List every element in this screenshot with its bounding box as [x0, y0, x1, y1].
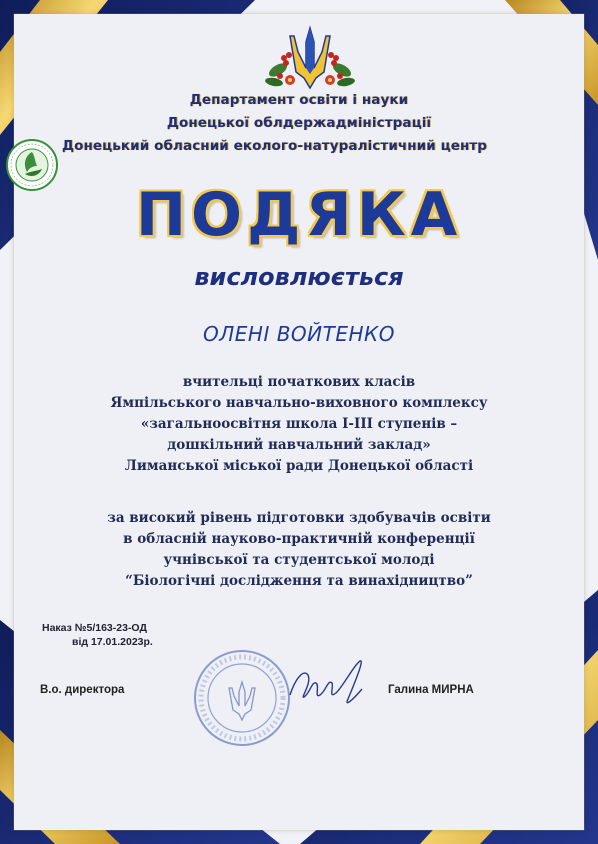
- reason-line: учнівської та студентської молоді: [163, 552, 435, 568]
- position-line: дошкільний навчальний заклад»: [167, 437, 431, 453]
- department-line-1: Департамент освіти і науки: [189, 92, 409, 108]
- recipient-name: ОЛЕНІ ВОЙТЕНКО: [203, 322, 395, 346]
- official-stamp-icon: [192, 648, 292, 748]
- position-text: [0, 372, 598, 477]
- position-line: Лиманської міської ради Донецької області: [124, 458, 474, 474]
- reason-line: в обласній науково-практичній конференції: [123, 531, 475, 547]
- position-line: Ямпільського навчально-виховного комплексу: [110, 395, 488, 411]
- department-line-2: Донецької облдержадміністрації: [166, 115, 432, 131]
- signature-scribble-icon: [282, 655, 372, 711]
- reason-line: “Біологічні дослідження та винахідництво”: [125, 573, 473, 589]
- position-line: вчительці початкових класів: [182, 374, 416, 390]
- order-number: Наказ №5/163-23-ОД: [42, 622, 147, 634]
- signatory-role: В.о. директора: [40, 684, 125, 696]
- department-line-3: Донецький обласний еколого-натуралістичний центр: [62, 138, 488, 154]
- trident-emblem-icon: [260, 22, 360, 98]
- position-line: «загальноосвітня школа І-ІІІ ступенів –: [140, 416, 458, 432]
- reason-line: за високий рівень підготовки здобувачів освіти: [107, 510, 491, 526]
- certificate-subtitle: висловлюється: [194, 263, 404, 291]
- signatory-name: Галина МИРНА: [388, 684, 474, 696]
- order-date: від 17.01.2023р.: [72, 636, 153, 648]
- certificate-title: ПОДЯКА: [135, 180, 463, 250]
- reason-text: [0, 508, 598, 592]
